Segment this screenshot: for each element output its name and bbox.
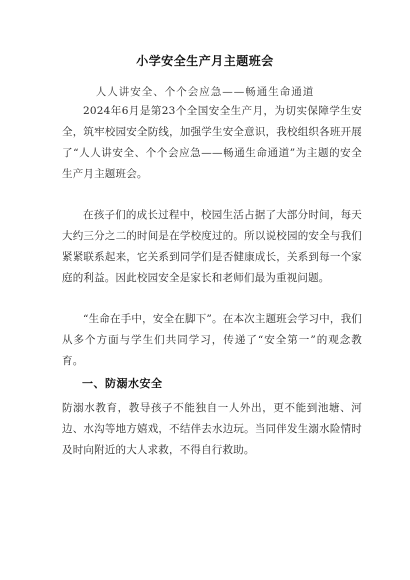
page-subtitle: 人人讲安全、个个会应急——畅通生命通道 (95, 86, 315, 98)
section-text-drowning: 防溺水教育，教导孩子不能独自一人外出，更不能到池塘、河边、水沟等地方嬉戏，不结伴去水边玩。当同伴发生溺水险情时及时向附近的大人求救，不得自行救助。 (62, 402, 362, 456)
page-title: 小学安全生产月主题班会 (136, 54, 274, 68)
slogan-paragraph: “生命在手中，安全在脚下”。在本次主题班会学习中，我们从多个方面与学生们共同学习，传递了“安全第一”的观念教育。 (62, 313, 362, 367)
section-heading-drowning: 一、防溺水安全 (82, 377, 163, 390)
campus-life-paragraph: 在孩子们的成长过程中，校园生活占据了大部分时间，每天大约三分之二的时间是在学校度过的。所以说校园的安全与我们紧紧联系起来，它关系到同学们是否健康成长，关系到每一个家庭的利益。因此校园安全是家长和老师们最为重视问题。 (62, 209, 362, 284)
intro-paragraph: 2024年6月是第23个全国安全生产月，为切实保障学生安全，筑牢校园安全防线，加强学生安全意识，我校组织各班开展了“人人讲安全、个个会应急——畅通生命通道”为主题的安全生产月主题班会。 (62, 105, 362, 180)
